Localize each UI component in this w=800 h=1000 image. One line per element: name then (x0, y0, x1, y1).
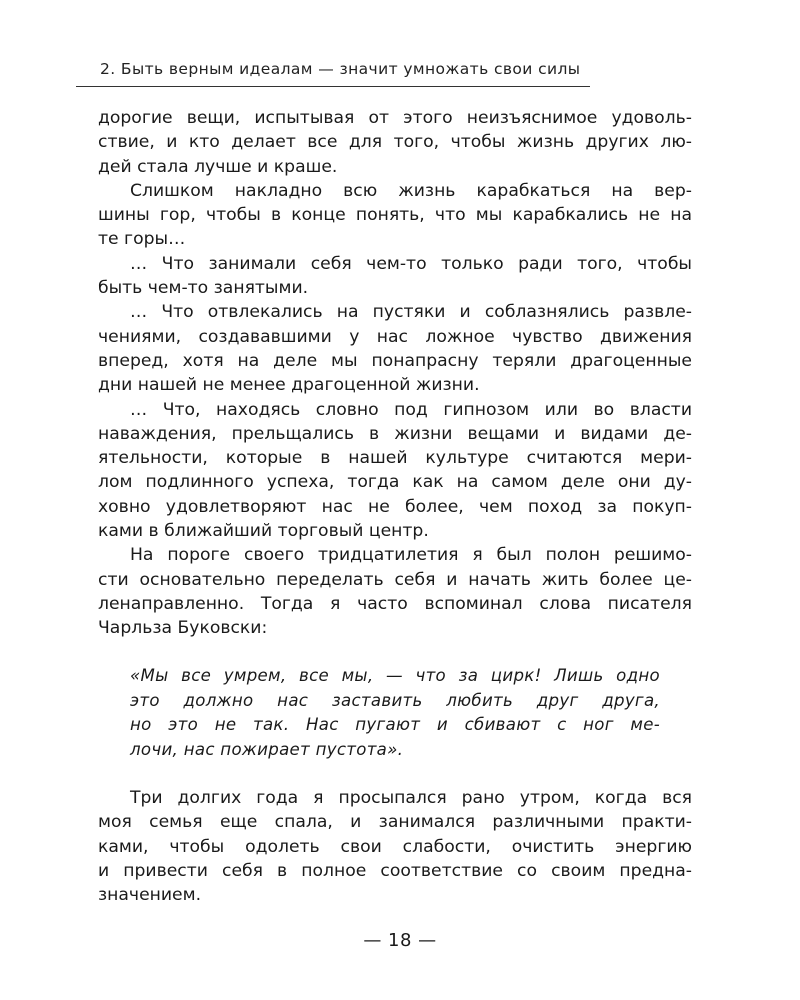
quote-line: лочи, нас пожирает пустота». (130, 739, 404, 759)
text-line: Чарльза Буковски: (98, 618, 268, 639)
text-line: моя семья еще спала, и занимался различными практи- (98, 812, 692, 833)
text-line: Три долгих года я просыпался рано утром, когда вся (130, 788, 692, 808)
running-head-title: 2. Быть верным идеалам — значит умножать свои силы (100, 60, 581, 78)
text-line: значением. (98, 885, 202, 906)
text-line: Слишком накладно всю жизнь карабкаться на вер- (130, 180, 692, 201)
text-line: сти основательно переделать себя и начать жить более це- (98, 569, 692, 590)
quote-line: это должно нас заставить любить друг друга, (130, 690, 660, 710)
text-line: … Что занимали себя чем-то только ради того, чтобы (130, 253, 692, 274)
text-line: шины гор, чтобы в конце понять, что мы карабкались не на (98, 205, 692, 226)
text-line: вперед, хотя на деле мы понапрасну теряли драгоценные (98, 350, 692, 371)
text-line: ками в ближайший торговый центр. (98, 521, 429, 542)
text-line: чениями, создававшими у нас ложное чувство движения (98, 326, 692, 347)
text-line: те горы… (98, 229, 186, 250)
text-line: ствие, и кто делает все для того, чтобы жизнь других лю- (98, 132, 692, 153)
header-rule (76, 86, 590, 87)
page-number: — 18 — (363, 930, 437, 951)
quote-line: «Мы все умрем, все мы, — что за цирк! Лишь одно (130, 666, 660, 685)
text-line: наваждения, прельщались в жизни вещами и видами де- (98, 423, 692, 444)
quote-line: но это не так. Нас пугают и сбивают с ног ме- (130, 715, 660, 734)
body-text (98, 106, 692, 641)
text-line: лом подлинного успеха, тогда как на самом деле они ду- (98, 472, 692, 493)
body-text-continued (98, 786, 692, 907)
text-line: На пороге своего тридцатилетия я был полон решимо- (130, 545, 692, 566)
text-line: … Что отвлекались на пустяки и соблазнялись развле- (130, 302, 692, 323)
text-line: дей стала лучше и краше. (98, 156, 338, 177)
text-line: ховно удовлетворяют нас не более, чем поход за покуп- (98, 496, 692, 517)
text-line: ленаправленно. Тогда я часто вспоминал слова писателя (98, 593, 692, 614)
text-line: дорогие вещи, испытывая от этого неизъяснимое удоволь- (98, 108, 692, 128)
text-line: ками, чтобы одолеть свои слабости, очистить энергию (98, 836, 692, 857)
text-line: … Что, находясь словно под гипнозом или во власти (130, 399, 692, 420)
text-line: дни нашей не менее драгоценной жизни. (98, 375, 480, 396)
bukowski-quote (130, 664, 660, 762)
text-line: ятельности, которые в нашей культуре считаются мери- (98, 448, 692, 469)
text-line: и привести себя в полное соответствие со своим предна- (98, 860, 692, 881)
text-line: быть чем-то занятыми. (98, 278, 309, 299)
